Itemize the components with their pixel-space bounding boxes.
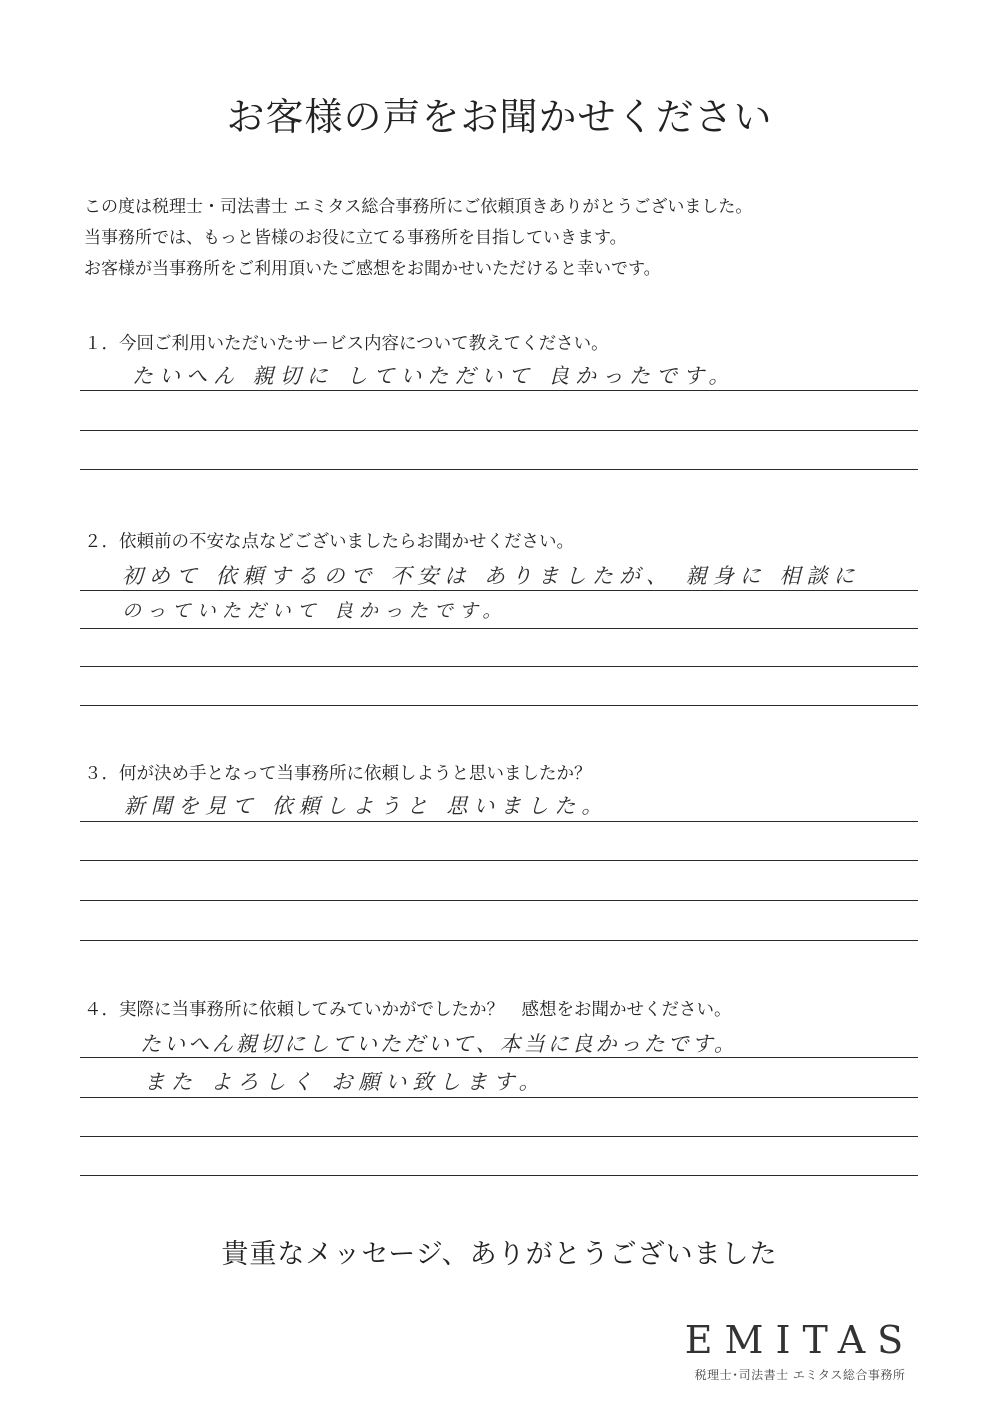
question-3-label: ３．何が決め手となって当事務所に依頼しようと思いましたか？ (84, 764, 592, 784)
answer-rule (80, 469, 918, 470)
answer-rule (80, 430, 918, 431)
answer-rule (80, 705, 918, 706)
logo-subtitle: 税理士･司法書士 エミタス総合事務所 (694, 1368, 906, 1382)
question-2-label: ２．依頼前の不安な点などございましたらお聞かせください。 (84, 532, 574, 552)
question-4-answer-line-2: また よろしく お願い致します。 (144, 1070, 546, 1094)
question-1-answer-line-1: たいへん 親切に していただいて 良かったです。 (132, 364, 736, 388)
answer-rule (80, 666, 918, 667)
question-2-answer-line-2: のっていただいて 良かったです。 (122, 600, 508, 622)
question-1-label: １．今回ご利用いただいたサービス内容について教えてください。 (84, 334, 609, 354)
answer-rule (80, 628, 918, 629)
answer-rule (80, 900, 918, 901)
question-2-answer-line-1: 初めて 依頼するので 不安は ありましたが、 親身に 相談に (122, 564, 861, 588)
closing-message: 貴重なメッセージ、ありがとうございました (221, 1239, 778, 1270)
question-3-answer-line-1: 新聞を見て 依頼しようと 思いました。 (124, 794, 609, 818)
page-title: お客様の声をお聞かせください (226, 95, 773, 139)
answer-rule (80, 390, 918, 391)
company-logo (680, 1318, 920, 1383)
question-4-answer-line-1: たいへん親切にしていただいて、本当に良かったです。 (140, 1032, 738, 1056)
answer-rule (80, 1057, 918, 1058)
answer-rule (80, 1097, 918, 1098)
answer-rule (80, 860, 918, 861)
intro-line: お客様が当事務所をご利用頂いたご感想をお聞かせいただけると幸いです。 (84, 259, 661, 279)
intro-line: この度は税理士・司法書士 エミタス総合事務所にご依頼頂きありがとうございました。 (84, 197, 753, 217)
answer-rule (80, 1175, 918, 1176)
logo-mark: EMITAS (684, 1318, 916, 1362)
intro-line: 当事務所では、もっと皆様のお役に立てる事務所を目指していきます。 (84, 228, 627, 248)
answer-rule (80, 940, 918, 941)
answer-rule (80, 590, 918, 591)
answer-rule (80, 821, 918, 822)
question-4-label: ４．実際に当事務所に依頼してみていかがでしたか？ 感想をお聞かせください。 (84, 1000, 732, 1020)
intro-text (84, 192, 752, 285)
answer-rule (80, 1136, 918, 1137)
